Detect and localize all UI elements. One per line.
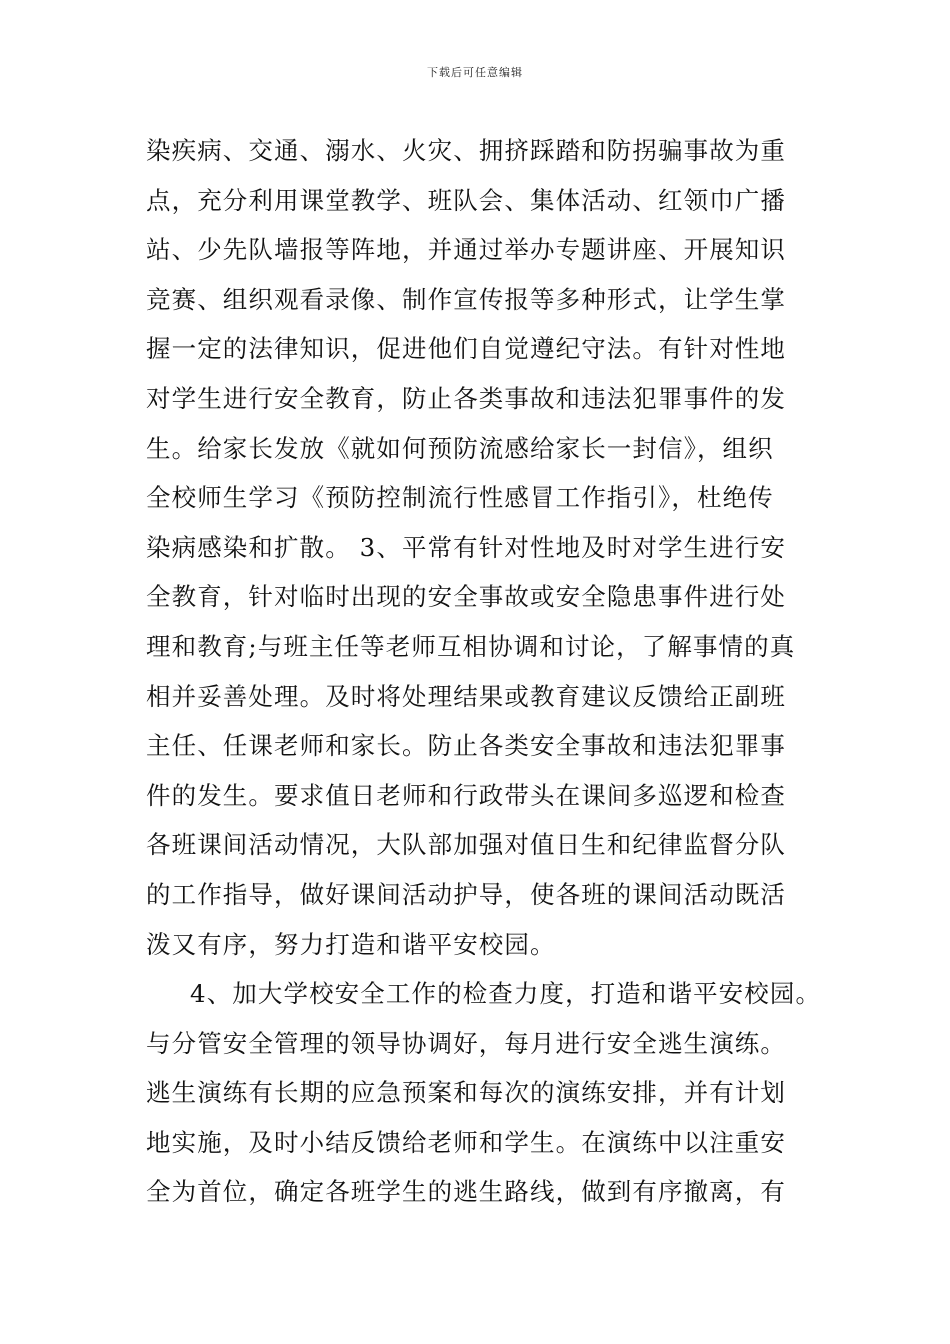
text-line: 件的发生。要求值日老师和行政带头在课间多巡逻和检查 (146, 780, 786, 810)
text-line: 站、少先队墙报等阵地，并通过举办专题讲座、开展知识 (146, 235, 786, 265)
text-line: 各班课间活动情况，大队部加强对值日生和纪律监督分队 (146, 830, 786, 860)
text-line: 与分管安全管理的领导协调好，每月进行安全逃生演练。 (146, 1028, 786, 1058)
paragraph-start-line: 4、加大学校安全工作的检查力度，打造和谐平安校园。 (190, 979, 822, 1009)
text-line: 全校师生学习《预防控制流行性感冒工作指引》，杜绝传 (146, 483, 774, 513)
text-line: 染病感染和扩散。 3、平常有针对性地及时对学生进行安 (146, 532, 786, 562)
text-line: 握一定的法律知识，促进他们自觉遵纪守法。有针对性地 (146, 334, 786, 364)
body-text (146, 126, 826, 1217)
text-line: 的工作指导，做好课间活动护导，使各班的课间活动既活 (146, 879, 786, 909)
text-line: 逃生演练有长期的应急预案和每次的演练安排，并有计划 (146, 1078, 786, 1108)
text-line: 泼又有序，努力打造和谐平安校园。 (146, 929, 556, 959)
text-line: 生。给家长发放《就如何预防流感给家长一封信》，组织 (146, 433, 774, 463)
text-line: 点，充分利用课堂教学、班队会、集体活动、红领巾广播 (146, 185, 786, 215)
text-line: 竞赛、组织观看录像、制作宣传报等多种形式，让学生掌 (146, 284, 786, 314)
text-line: 全为首位，确定各班学生的逃生路线，做到有序撤离，有 (146, 1177, 786, 1207)
text-line: 主任、任课老师和家长。防止各类安全事故和违法犯罪事 (146, 731, 786, 761)
header-note: 下载后可任意编辑 (427, 66, 523, 79)
text-line: 相并妥善处理。及时将处理结果或教育建议反馈给正副班 (146, 681, 786, 711)
text-line: 染疾病、交通、溺水、火灾、拥挤踩踏和防拐骗事故为重 (146, 136, 786, 165)
text-line: 对学生进行安全教育，防止各类事故和违法犯罪事件的发 (146, 383, 786, 413)
text-line: 地实施，及时小结反馈给老师和学生。在演练中以注重安 (146, 1127, 786, 1157)
text-line: 理和教育;与班主任等老师互相协调和讨论，了解事情的真 (146, 631, 796, 661)
text-line: 全教育，针对临时出现的安全事故或安全隐患事件进行处 (146, 582, 786, 612)
